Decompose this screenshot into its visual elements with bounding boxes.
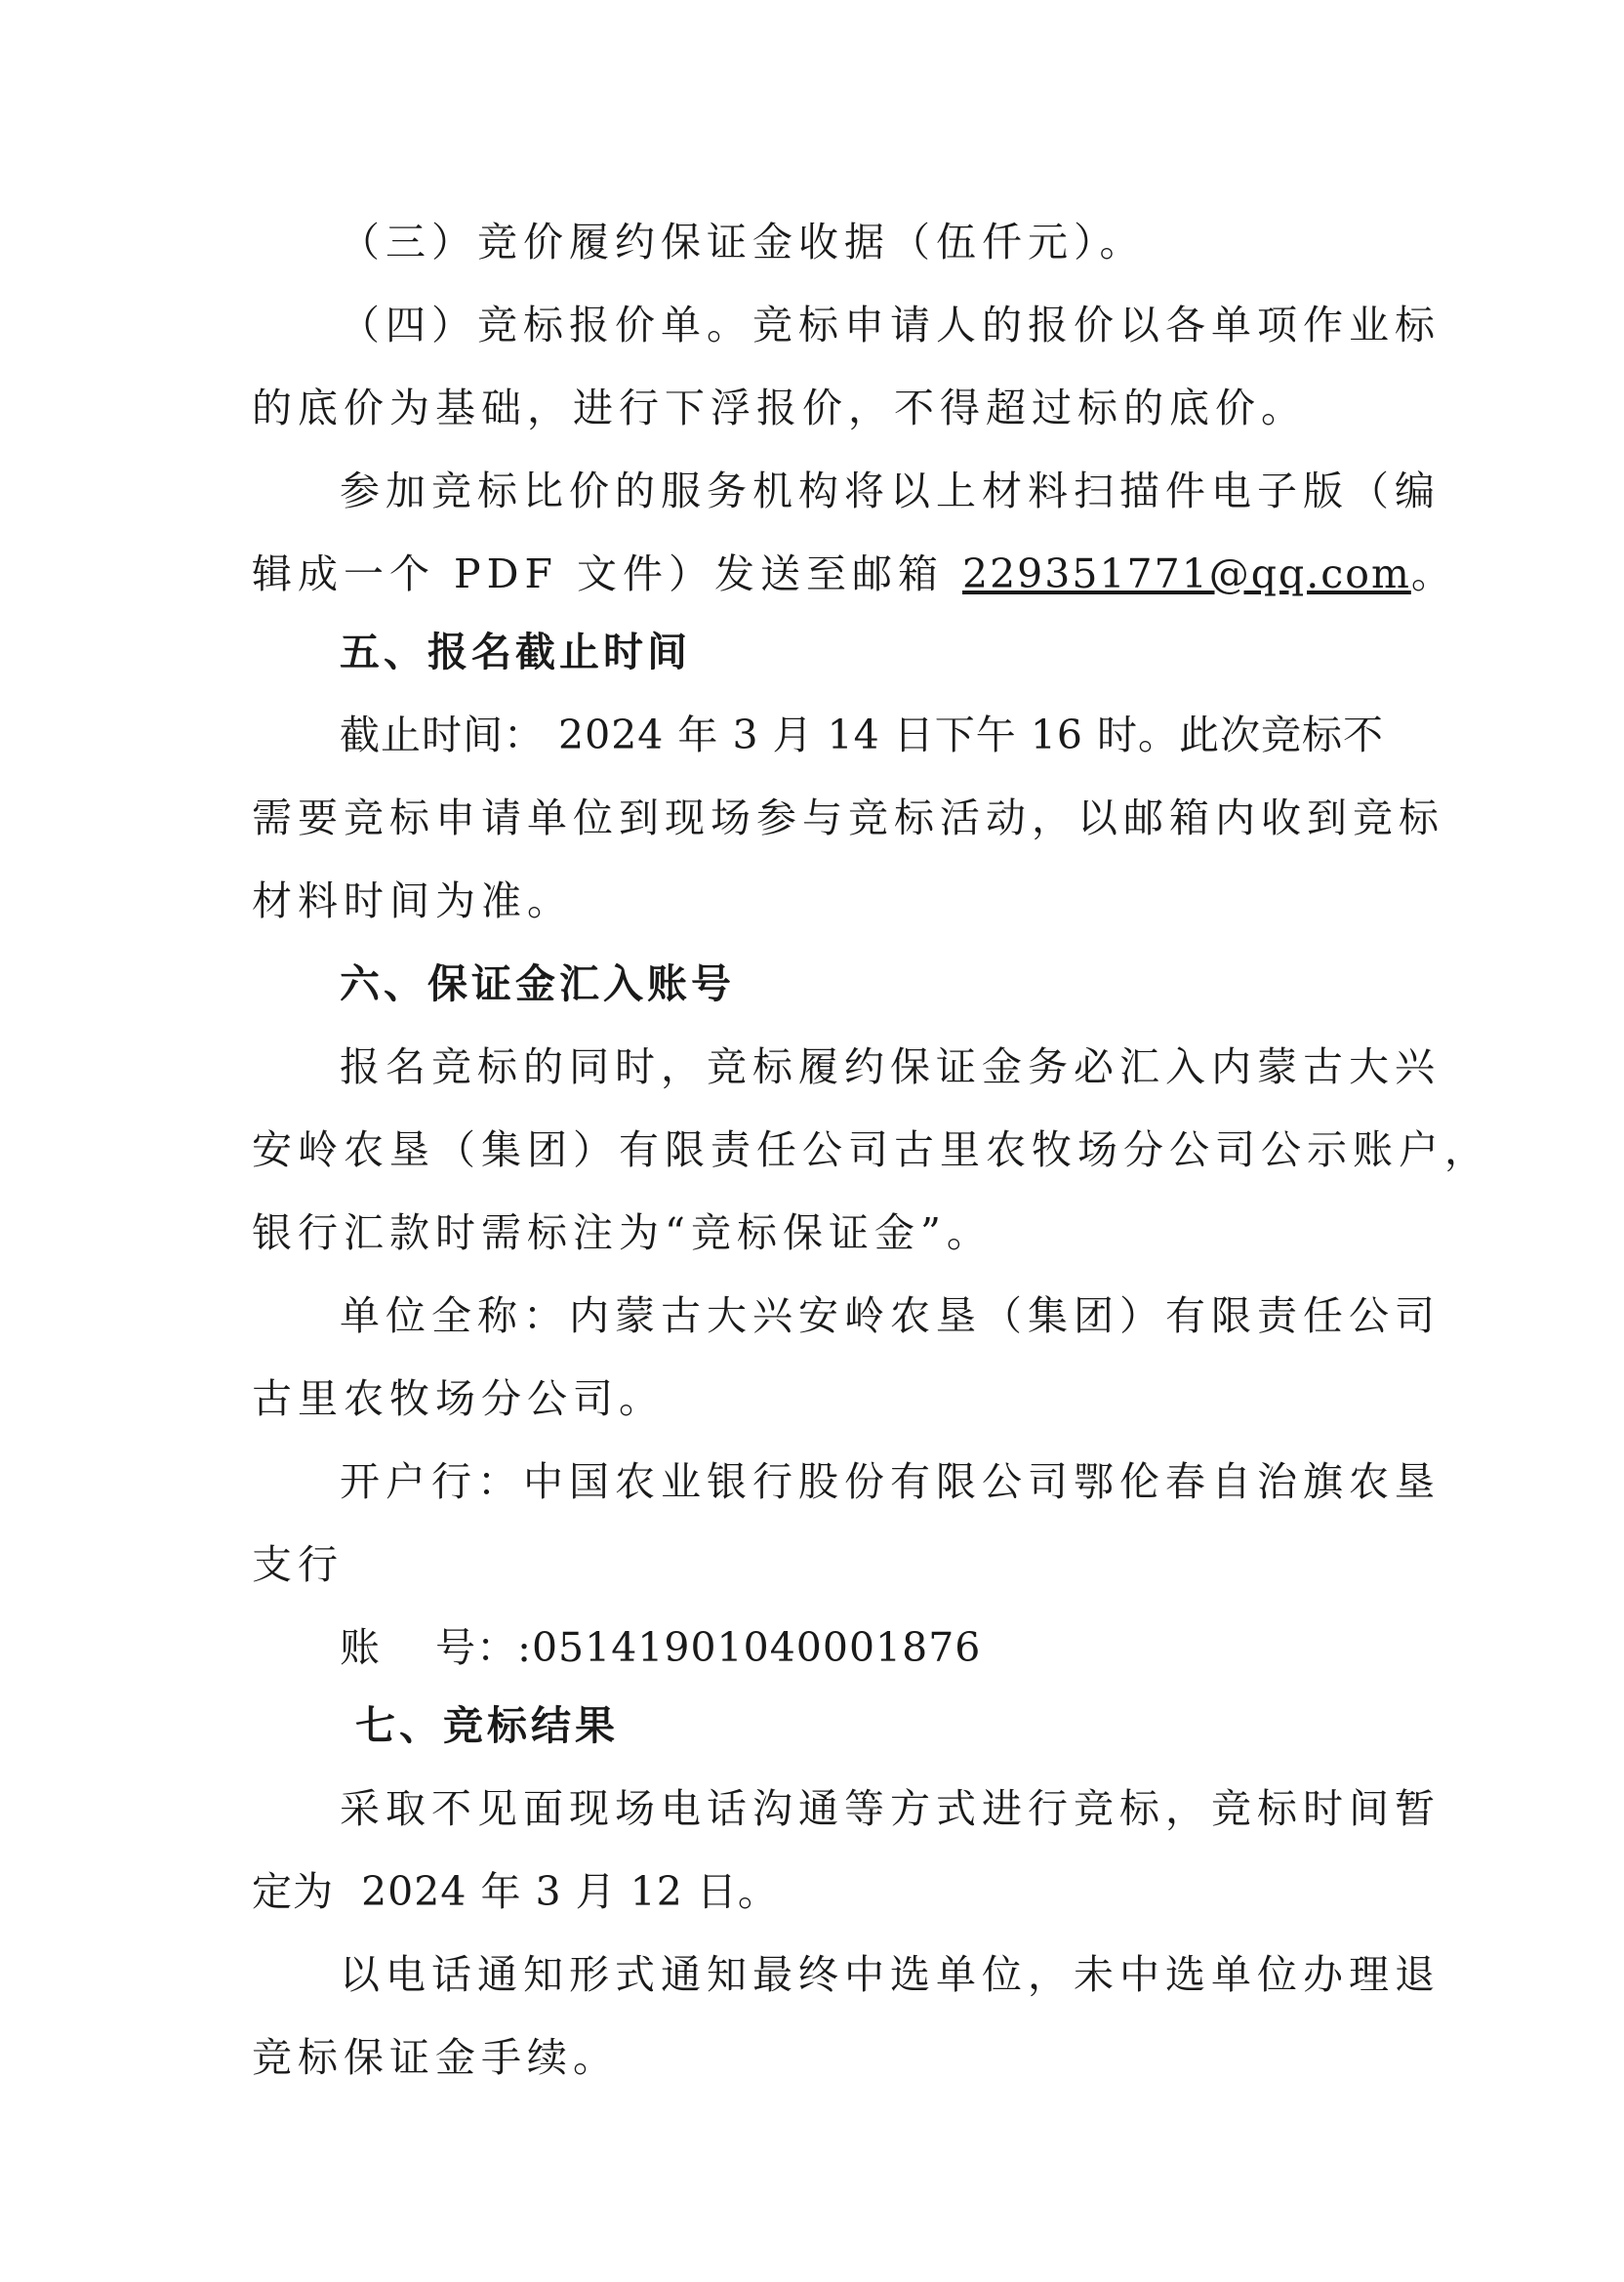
section-heading-deadline: 五、报名截止时间 [340,629,691,675]
paragraph-result-line-1: 采取不见面现场电话沟通等方式进行竞标，竞标时间暂 [340,1785,1441,1832]
paragraph-deposit-line-1: 报名竞标的同时，竞标履约保证金务必汇入内蒙古大兴 [340,1043,1441,1090]
paragraph-quote-sheet-line-1: （四）竞标报价单。竞标申请人的报价以各单项作业标 [340,302,1441,348]
paragraph-account-number: 账 号：:05141901040001876 [340,1624,982,1671]
paragraph-company-name-line-2: 古里农牧场分公司。 [252,1375,665,1422]
paragraph-company-name-line-1: 单位全称：内蒙古大兴安岭农垦（集团）有限责任公司 [340,1292,1441,1339]
paragraph-deposit-receipt: （三）竞价履约保证金收据（伍仟元）。 [340,219,1146,265]
paragraph-result-line-2: 定为 2024 年 3 月 12 日。 [252,1868,779,1915]
paragraph-deadline-line-1: 截止时间： 2024 年 3 月 14 日下午 16 时。此次竞标不 [340,712,1385,758]
paragraph-deadline-line-3: 材料时间为准。 [252,877,573,924]
paragraph-bank-line-2: 支行 [252,1541,344,1588]
paragraph-deposit-line-3: 银行汇款时需标注为“竞标保证金”。 [252,1209,993,1256]
paragraph-submission-line-1: 参加竞标比价的服务机构将以上材料扫描件电子版（编 [340,468,1441,514]
paragraph-submission-line-2 [252,547,1457,601]
email-address[interactable]: 229351771@qq.com [962,550,1411,597]
paragraph-bank-line-1: 开户行：中国农业银行股份有限公司鄂伦春自治旗农垦 [340,1458,1441,1505]
paragraph-quote-sheet-line-2: 的底价为基础，进行下浮报价，不得超过标的底价。 [252,385,1307,431]
paragraph-notice-line-1: 以电话通知形式通知最终中选单位，未中选单位办理退 [340,1951,1441,1998]
submission-text-before-email: 辑成一个 PDF 文件）发送至邮箱 [252,550,963,597]
section-heading-result: 七、竞标结果 [355,1702,619,1749]
section-heading-deposit-account: 六、保证金汇入账号 [340,960,735,1007]
submission-text-after-email: 。 [1410,550,1457,597]
paragraph-notice-line-2: 竞标保证金手续。 [252,2034,619,2081]
paragraph-deadline-line-2: 需要竞标申请单位到现场参与竞标活动，以邮箱内收到竞标 [252,795,1444,841]
paragraph-deposit-line-2: 安岭农垦（集团）有限责任公司古里农牧场分公司公示账户， [252,1126,1490,1173]
